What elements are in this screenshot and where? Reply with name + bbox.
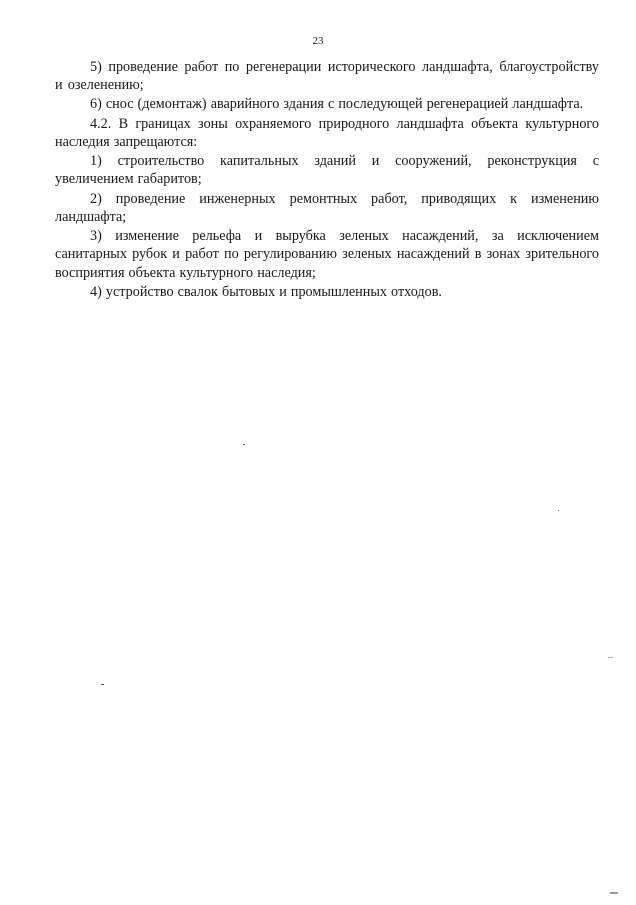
scan-speck [608,657,613,658]
scan-speck [101,684,104,685]
paragraph-item-6: 6) снос (демонтаж) аварийного здания с последующей регенерацией ландшафта. [90,96,584,113]
paragraph-prohibition-3: 3) изменение рельефа и вырубка зеленых насаждений, за исключением санитарных рубок и работ по регулированию зеленых насаждений в зонах зрительного восприятия объекта культурного наследия; [55,228,599,281]
paragraph-section-4-2: 4.2. В границах зоны охраняемого природного ландшафта объекта культурного наследия запрещаются: [55,115,599,150]
paragraph-item-5: 5) проведение работ по регенерации исторического ландшафта, благоустройству и озеленению; [55,59,599,94]
paragraph-prohibition-4: 4) устройство свалок бытовых и промышленных отходов. [90,283,442,300]
scan-speck [610,892,618,894]
scan-speck [243,444,245,445]
page-number: 23 [312,35,324,47]
scan-speck [558,510,559,511]
paragraph-prohibition-1: 1) строительство капитальных зданий и сооружений, реконструкция с увеличением габаритов; [55,153,599,188]
document-body [55,58,599,302]
paragraph-prohibition-2: 2) проведение инженерных ремонтных работ, приводящих к изменению ландшафта; [55,190,599,225]
